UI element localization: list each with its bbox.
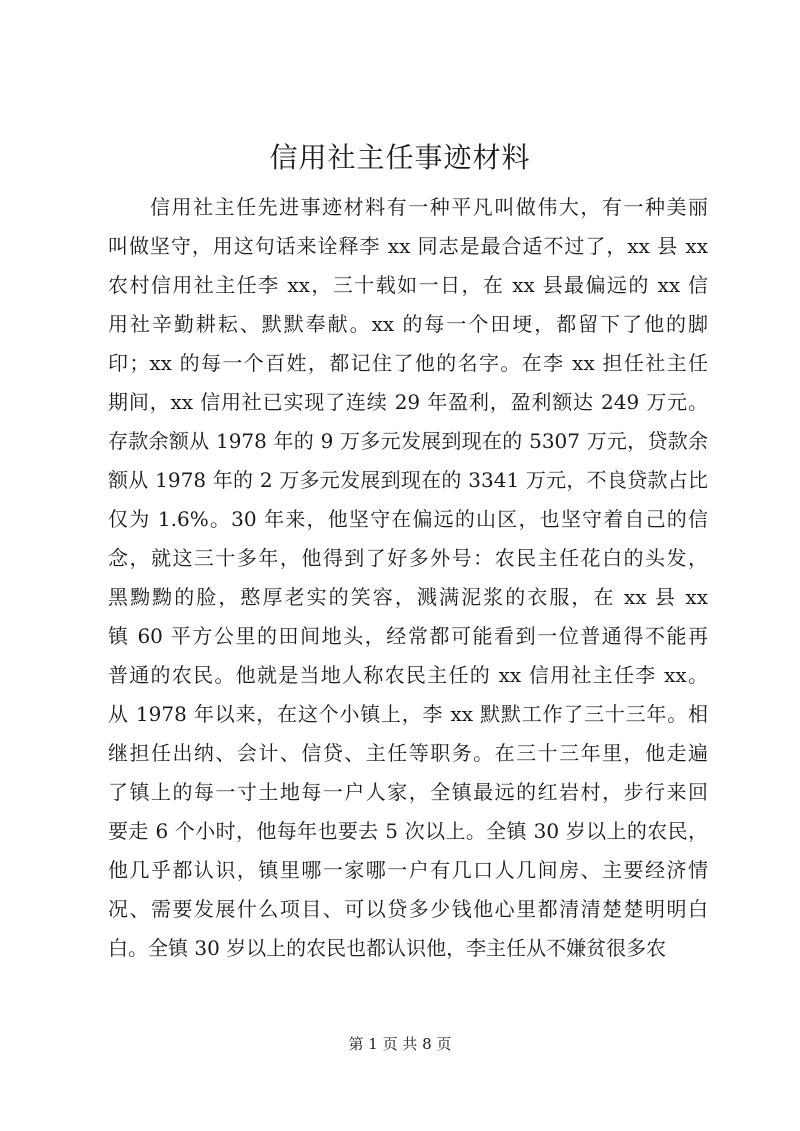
- body-line: 要走 6 个小时，他每年也要去 5 次以上。全镇 30 岁以上的农民，: [108, 819, 708, 843]
- body-line: 继担任出纳、会计、信贷、主任等职务。在三十三年里，他走遍: [108, 741, 708, 765]
- body-line: 普通的农民。他就是当地人称农民主任的 xx 信用社主任李 xx。: [108, 663, 708, 687]
- body-line: 信用社主任先进事迹材料有一种平凡叫做伟大，有一种美丽: [150, 195, 708, 219]
- body-line: 黑黝黝的脸，憨厚老实的笑容，溅满泥浆的衣服，在 xx 县 xx: [108, 585, 708, 609]
- body-line: 叫做坚守，用这句话来诠释李 xx 同志是最合适不过了，xx 县 xx: [108, 234, 708, 258]
- body-line: 了镇上的每一寸土地每一户人家，全镇最远的红岩村，步行来回: [108, 780, 708, 804]
- body-line: 他几乎都认识，镇里哪一家哪一户有几口人几间房、主要经济情: [108, 858, 708, 882]
- body-line: 农村信用社主任李 xx，三十载如一日，在 xx 县最偏远的 xx 信: [108, 273, 708, 297]
- body-line: 从 1978 年以来，在这个小镇上，李 xx 默默工作了三十三年。相: [108, 702, 708, 726]
- document-title: 信用社主任事迹材料: [269, 141, 531, 174]
- body-line: 用社辛勤耕耘、默默奉献。xx 的每一个田埂，都留下了他的脚: [108, 312, 708, 336]
- body-line: 存款余额从 1978 年的 9 万多元发展到现在的 5307 万元，贷款余: [108, 429, 708, 453]
- body-line: 镇 60 平方公里的田间地头，经常都可能看到一位普通得不能再: [108, 624, 708, 648]
- body-line: 况、需要发展什么项目、可以贷多少钱他心里都清清楚楚明明白: [108, 897, 708, 921]
- body-line: 仅为 1.6%。30 年来，他坚守在偏远的山区，也坚守着自己的信: [108, 507, 708, 531]
- body-line: 额从 1978 年的 2 万多元发展到现在的 3341 万元，不良贷款占比: [108, 468, 708, 492]
- body-line: 印；xx 的每一个百姓，都记住了他的名字。在李 xx 担任社主任: [108, 351, 708, 375]
- page-number-footer: 第 1 页 共 8 页: [348, 1035, 452, 1053]
- document-body: [108, 188, 708, 968]
- body-line: 白。全镇 30 岁以上的农民也都认识他，李主任从不嫌贫很多农: [108, 936, 667, 960]
- body-line: 念，就这三十多年，他得到了好多外号：农民主任花白的头发，: [108, 546, 708, 570]
- body-line: 期间，xx 信用社已实现了连续 29 年盈利，盈利额达 249 万元。: [108, 390, 708, 414]
